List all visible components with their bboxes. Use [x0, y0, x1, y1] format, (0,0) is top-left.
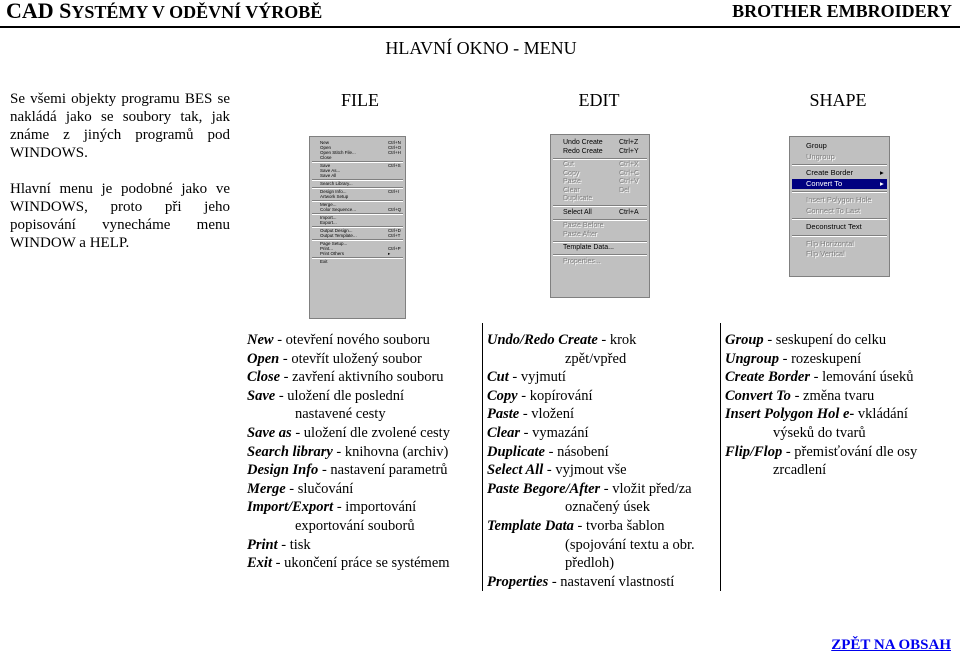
menu-item-shortcut: Ctrl+H [388, 150, 401, 155]
menu-item-label: Create Border [806, 168, 854, 177]
shape-menu-descriptions [725, 331, 955, 480]
menu-item-shortcut: Del [619, 186, 630, 194]
menu-item[interactable] [310, 233, 405, 238]
menu-item-shortcut: Ctrl+V [619, 178, 639, 185]
menu-item-label: New [320, 140, 330, 145]
menu-item-label: Deconstruct Text [806, 222, 862, 231]
description-text: - vymazání [520, 424, 589, 441]
menu-command-term: Open [247, 350, 280, 367]
description-text: - uložení dle zvolené cesty [291, 424, 450, 441]
menu-item-label: Properties... [563, 257, 601, 265]
description-text: - tisk [277, 536, 311, 553]
menu-item-label: Connect To Last [806, 205, 861, 215]
menu-command-term: Convert To [725, 387, 791, 404]
menu-item-label: Cut [563, 161, 574, 168]
submenu-arrow-icon: ▸ [880, 178, 884, 188]
menu-item[interactable] [551, 139, 649, 147]
menu-separator [792, 164, 887, 166]
description-text: - vyjmutí [508, 369, 566, 386]
description-line [487, 573, 717, 592]
menu-item-label: Exit [320, 259, 328, 264]
menu-item[interactable] [310, 155, 405, 160]
menu-separator [553, 241, 647, 243]
description-line [487, 517, 717, 536]
menu-command-term: Clear [487, 424, 521, 441]
description-line [487, 387, 717, 406]
menu-command-term: Ungroup [725, 350, 779, 367]
description-text: - vyjmout vše [543, 462, 627, 479]
description-text: - slučování [285, 480, 354, 497]
description-text: - nastavení parametrů [318, 462, 448, 479]
description-text: - importování [333, 499, 417, 516]
file-menu-screenshot [309, 136, 406, 319]
menu-command-term: Duplicate [487, 443, 545, 460]
column-heading-shape: SHAPE [809, 90, 867, 110]
menu-item-label: Clear [563, 186, 580, 194]
description-line [725, 368, 955, 387]
menu-item-label: Open Stitch File... [320, 150, 356, 155]
menu-item-shortcut: Ctrl+N [388, 140, 401, 145]
description-text: vkládání [854, 406, 908, 423]
menu-item-label: Ungroup [806, 151, 835, 161]
edit-menu-descriptions [487, 331, 717, 591]
description-line [247, 517, 479, 536]
menu-command-term: Save [247, 387, 276, 404]
menu-separator [553, 205, 647, 207]
description-text: - zavření aktivního souboru [280, 369, 444, 386]
menu-item[interactable] [310, 194, 405, 199]
menu-separator [553, 254, 647, 256]
menu-item[interactable] [790, 239, 889, 248]
menu-command-term: Print [247, 536, 278, 553]
back-to-contents-link[interactable]: ZPĚT NA OBSAH [831, 637, 951, 653]
menu-command-term: Select All [487, 462, 544, 479]
menu-command-term: Flip/Flop [725, 443, 783, 460]
menu-item-label: Search Library... [320, 181, 353, 186]
column-divider [482, 323, 483, 591]
menu-item[interactable] [790, 179, 889, 188]
menu-item[interactable] [790, 141, 889, 150]
description-line [725, 443, 955, 462]
description-text: - lemování úseků [809, 369, 914, 386]
menu-item[interactable] [790, 168, 889, 177]
menu-item[interactable] [790, 222, 889, 231]
menu-item-label: Save All [320, 173, 337, 178]
menu-item[interactable] [310, 220, 405, 225]
description-line [487, 480, 717, 499]
section-subtitle: HLAVNÍ OKNO - MENU [385, 38, 577, 58]
description-text: - rozeskupení [779, 350, 862, 367]
menu-item-label: Import... [320, 215, 337, 220]
menu-item[interactable] [310, 181, 405, 186]
menu-item[interactable] [551, 244, 649, 252]
menu-item[interactable] [551, 170, 649, 178]
menu-item-label: Page Setup... [320, 241, 348, 246]
menu-separator [792, 235, 887, 237]
description-text: - kopírování [517, 387, 593, 404]
column-heading-edit: EDIT [578, 90, 620, 110]
description-line [487, 443, 717, 462]
column-divider [720, 323, 721, 591]
menu-command-term: Undo/Redo Create [487, 332, 598, 348]
menu-item[interactable] [790, 206, 889, 215]
menu-item-shortcut: Ctrl+T [388, 233, 401, 238]
description-text: - krok [597, 332, 637, 348]
menu-item-label: Paste After [563, 230, 598, 238]
description-text: - tvorba šablon [573, 517, 665, 534]
description-line [487, 350, 717, 369]
menu-separator [792, 191, 887, 193]
menu-command-term: Save as [247, 424, 292, 441]
menu-item[interactable] [551, 222, 649, 230]
menu-item[interactable] [551, 195, 649, 203]
intro-paragraph-1: Se všemi objekty programu BES se nakládá jako se soubory tak, jak známe z jiných programů pod WINDOWS. [10, 91, 230, 161]
menu-item-shortcut: Ctrl+X [619, 161, 639, 168]
menu-item-label: Group [806, 141, 827, 150]
menu-item-label: Design Info... [320, 189, 347, 194]
menu-item-label: Export... [320, 220, 337, 225]
description-text: - vložení [519, 406, 574, 423]
menu-item-shortcut: Ctrl+A [619, 208, 639, 216]
description-text: zrcadlení [773, 462, 827, 479]
menu-command-term: Properties [487, 573, 549, 590]
menu-item-label: Flip Vertical [806, 249, 845, 258]
menu-item[interactable] [790, 152, 889, 161]
menu-command-term: Cut [487, 369, 509, 386]
menu-item-label: Close [320, 155, 332, 160]
menu-command-term: New [247, 332, 274, 348]
description-line [487, 405, 717, 424]
description-text: - uložení dle poslední [275, 387, 405, 404]
description-line [247, 368, 479, 387]
menu-item-label: Paste Before [563, 222, 604, 229]
description-line [487, 554, 717, 573]
menu-command-term: Create Border [725, 369, 810, 386]
menu-item[interactable] [551, 187, 649, 195]
menu-item[interactable] [551, 209, 649, 217]
description-text: zpět/vpřed [565, 350, 627, 367]
description-text: - knihovna (archiv) [332, 443, 449, 460]
description-line [725, 424, 955, 443]
menu-item-shortcut: Ctrl+Q [388, 207, 402, 212]
menu-separator [553, 158, 647, 160]
menu-item-label: Print... [320, 246, 334, 251]
menu-command-term: Design Info [247, 462, 319, 479]
menu-item[interactable] [310, 173, 405, 178]
menu-item-label: Paste [563, 178, 581, 185]
menu-item-label: Convert To [806, 178, 843, 188]
menu-item[interactable] [551, 178, 649, 186]
menu-command-term: Import/Export [247, 499, 334, 516]
description-line [487, 498, 717, 517]
submenu-arrow-icon: ▸ [388, 251, 391, 256]
menu-item-label: Save As... [320, 168, 341, 173]
menu-command-term: Close [247, 369, 281, 386]
menu-item-label: Undo Create [563, 139, 603, 146]
column-heading-file: FILE [341, 90, 379, 110]
description-line [247, 461, 479, 480]
menu-separator [553, 219, 647, 221]
description-line [725, 461, 955, 480]
menu-item-label: Artwork Setup [320, 194, 349, 199]
description-text: - vložit před/za [600, 480, 692, 497]
description-text: označený úsek [565, 499, 650, 516]
description-line [487, 536, 717, 555]
menu-command-term: Search library [247, 443, 333, 460]
menu-item-shortcut: Ctrl+O [388, 145, 402, 150]
description-line [247, 350, 479, 369]
menu-item[interactable] [310, 259, 405, 264]
menu-item-label: Save [320, 163, 331, 168]
menu-item-label: Merge... [320, 202, 337, 207]
description-line [725, 331, 955, 350]
description-line [247, 405, 479, 424]
menu-item-label: Output Design... [320, 228, 353, 233]
description-line [247, 424, 479, 443]
menu-command-term: Exit [247, 555, 272, 572]
menu-command-term: Merge [247, 480, 286, 497]
submenu-arrow-icon: ▸ [880, 168, 884, 177]
description-line [487, 368, 717, 387]
description-text: exportování souborů [295, 517, 415, 534]
menu-command-term: Insert Polygon Hol e- [725, 406, 855, 423]
menu-item-label: Template Data... [563, 244, 614, 251]
file-menu-descriptions [247, 331, 479, 573]
description-line [247, 536, 479, 555]
description-text: - změna tvaru [790, 387, 875, 404]
description-line [247, 387, 479, 406]
brand-title: BROTHER EMBROIDERY [732, 1, 952, 21]
menu-item[interactable] [310, 251, 405, 256]
description-text: - násobení [545, 443, 609, 460]
description-line [725, 350, 955, 369]
edit-menu-screenshot [550, 134, 650, 298]
menu-item[interactable] [551, 258, 649, 266]
description-text: nastavené cesty [295, 406, 386, 423]
description-text: - seskupení do celku [763, 332, 887, 348]
description-line [247, 554, 479, 573]
description-line [487, 331, 717, 350]
menu-item-label: Redo Create [563, 147, 603, 155]
menu-item[interactable] [551, 161, 649, 169]
description-line [487, 424, 717, 443]
menu-item-label: Duplicate [563, 195, 593, 202]
description-line [487, 461, 717, 480]
description-line [725, 405, 955, 424]
intro-paragraph-2: Hlavní menu je podobné jako ve WINDOWS, proto při jeho popisování vynecháme menu WINDOW a HELP. [10, 181, 230, 251]
description-text: - otevření nového souboru [273, 332, 430, 348]
menu-item[interactable] [551, 231, 649, 239]
description-line [247, 480, 479, 499]
header-divider [0, 26, 960, 28]
menu-command-term: Paste Begore/After [487, 480, 601, 497]
menu-item-label: Color Sequence... [320, 207, 357, 212]
description-text: - ukončení práce se systémem [271, 555, 450, 572]
description-text: - přemisťování dle osy [782, 443, 918, 460]
menu-item[interactable] [551, 148, 649, 156]
menu-command-term: Paste [487, 406, 520, 423]
menu-item-label: Flip Horizontal [806, 238, 854, 248]
description-text: (spojování textu a obr. [565, 536, 695, 553]
menu-item-label: Print Others [320, 251, 345, 256]
menu-item-shortcut: Ctrl+P [388, 246, 401, 251]
description-line [247, 498, 479, 517]
description-text: výseků do tvarů [773, 424, 866, 441]
description-line [247, 443, 479, 462]
description-line [725, 387, 955, 406]
menu-item-shortcut: Ctrl+C [619, 169, 640, 177]
description-text: - otevřít uložený soubor [279, 350, 422, 367]
menu-item-label: Select All [563, 208, 592, 216]
description-text: - nastavení vlastností [548, 573, 675, 590]
menu-command-term: Group [725, 332, 764, 348]
menu-item-shortcut: Ctrl+I [388, 189, 399, 194]
menu-item-label: Insert Polygon Hole [806, 195, 872, 204]
menu-item-shortcut: Ctrl+Y [619, 147, 639, 155]
menu-item-shortcut: Ctrl+D [388, 228, 401, 233]
menu-item-shortcut: Ctrl+S [388, 163, 401, 168]
menu-command-term: Template Data [487, 517, 574, 534]
description-text: předloh) [565, 555, 615, 572]
page-title: CAD SYSTÉMY V ODĚVNÍ VÝROBĚ [6, 0, 323, 23]
menu-command-term: Copy [487, 387, 518, 404]
menu-item-shortcut: Ctrl+Z [619, 139, 639, 146]
menu-item-label: Copy [563, 169, 580, 177]
menu-item-label: Open [320, 145, 332, 150]
shape-menu-screenshot [789, 136, 890, 277]
menu-item-label: Output Template... [320, 233, 357, 238]
menu-item[interactable] [310, 207, 405, 212]
menu-item[interactable] [790, 249, 889, 258]
menu-separator [792, 218, 887, 220]
menu-item[interactable] [790, 195, 889, 204]
description-line [247, 331, 479, 350]
